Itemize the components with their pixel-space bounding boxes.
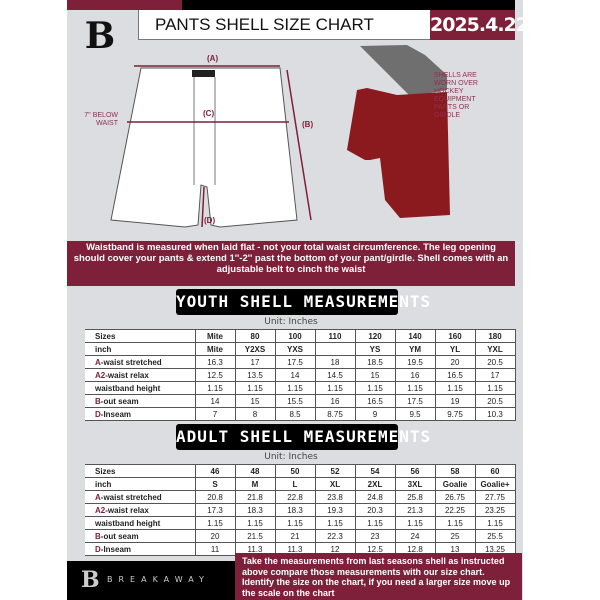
table-cell: 120 [355,330,395,343]
table-cell: 19 [435,395,475,408]
table-cell: Goalie+ [475,478,515,491]
table-cell: 20 [435,356,475,369]
table-cell: 1.15 [275,382,315,395]
table-cell: 22.25 [435,504,475,517]
table-cell: 1.15 [395,382,435,395]
table-cell: 12.5 [195,369,235,382]
table-cell: 3XL [395,478,435,491]
brand-logo: B [84,15,116,57]
page-title: PANTS SHELL SIZE CHART [138,10,431,40]
table-cell: YL [435,343,475,356]
table-cell: 20.8 [195,491,235,504]
table-cell: 21.8 [235,491,275,504]
table-cell: 22.3 [315,530,355,543]
measure-letter: D [95,544,101,554]
row-label: Sizes [85,330,195,343]
table-cell: YXL [475,343,515,356]
row-label: D-Inseam [85,408,195,421]
table-cell: 1.15 [315,517,355,530]
row-label: A2-waist relax [85,369,195,382]
table-cell: 20.5 [475,356,515,369]
table-row [85,343,515,356]
table-cell: 56 [395,465,435,478]
pants-outline [111,68,297,227]
table-cell [315,343,355,356]
footer-instructions: Take the measurements from last seasons shell as instructed above compare those measurements with our size chart. Identify the size on the chart, if you need a larger size move up the scale on the chart [235,553,522,600]
row-label: A-waist stretched [85,356,195,369]
table-cell: 13 [435,543,475,556]
table-cell: 16.3 [195,356,235,369]
table-cell: 14 [195,395,235,408]
row-label: A-waist stretched [85,491,195,504]
table-cell: 50 [275,465,315,478]
table-cell: 8.75 [315,408,355,421]
label-a: (A) [207,54,219,63]
table-cell: 22.8 [275,491,315,504]
table-cell: 20.3 [355,504,395,517]
top-bar [182,0,515,10]
table-cell: 52 [315,465,355,478]
row-label: inch [85,343,195,356]
table-cell: 15.5 [275,395,315,408]
table-cell: 1.15 [475,517,515,530]
table-cell: 18.3 [275,504,315,517]
table-cell: 1.15 [195,517,235,530]
table-cell: 18.3 [235,504,275,517]
adult-section-title: ADULT SHELL MEASUREMENTS [176,424,398,450]
row-label: B-out seam [85,530,195,543]
table-cell: Y2XS [235,343,275,356]
footer-logo-icon: B [81,567,100,593]
table-cell: XL [315,478,355,491]
table-cell: 25 [435,530,475,543]
adult-size-table [85,464,516,556]
table-cell: 1.15 [435,517,475,530]
table-cell: 1.15 [235,517,275,530]
table-cell: Mite [195,343,235,356]
shell-note: SHELLS ARE WORN OVER HOCKEY EQUIPMENT PANTS OR GIRDLE [434,72,478,119]
table-cell: 1.15 [475,382,515,395]
table-cell: 17 [235,356,275,369]
measure-letter: A2 [95,505,106,515]
table-cell: 180 [475,330,515,343]
table-cell: 16.5 [435,369,475,382]
table-cell: 13.5 [235,369,275,382]
date-badge: 2025.4.22 [430,10,515,40]
table-cell: S [195,478,235,491]
table-cell: 1.15 [235,382,275,395]
table-cell: 14.5 [315,369,355,382]
table-cell: 140 [395,330,435,343]
table-cell: 26.75 [435,491,475,504]
row-label: D-Inseam [85,543,195,556]
table-cell: 48 [235,465,275,478]
table-cell: 13.25 [475,543,515,556]
table-row [85,356,515,369]
table-cell: 1.15 [355,517,395,530]
table-cell: YM [395,343,435,356]
table-cell: 23.25 [475,504,515,517]
table-cell: L [275,478,315,491]
adult-unit: Unit: Inches [264,452,318,462]
table-cell: 110 [315,330,355,343]
belt-buckle [192,70,215,77]
table-row [85,408,515,421]
row-label: Sizes [85,465,195,478]
measure-letter: A [95,492,101,502]
table-cell: 1.15 [195,382,235,395]
table-row [85,369,515,382]
row-label: inch [85,478,195,491]
table-cell: 12 [315,543,355,556]
table-cell: 23 [355,530,395,543]
youth-section-title: YOUTH SHELL MEASUREMENTS [176,289,398,315]
table-row [85,491,515,504]
table-cell: 54 [355,465,395,478]
table-cell: 11.3 [275,543,315,556]
label-d: (D) [204,216,216,225]
table-row [85,530,515,543]
row-label: waistband height [85,382,195,395]
table-cell: 11 [195,543,235,556]
measure-letter: B [95,396,101,406]
table-cell: Goalie [435,478,475,491]
footer-brand-name: BREAKAWAY [107,575,210,584]
measure-letter: A [95,357,101,367]
table-cell: 21.5 [235,530,275,543]
table-cell: 21.3 [395,504,435,517]
table-cell: 19.5 [395,356,435,369]
table-cell: 25.5 [475,530,515,543]
table-cell: 10.3 [475,408,515,421]
table-cell: 23.8 [315,491,355,504]
table-cell: 15 [355,369,395,382]
table-cell: 100 [275,330,315,343]
measure-letter: D [95,409,101,419]
table-row [85,330,515,343]
table-cell: 160 [435,330,475,343]
table-cell: 17 [475,369,515,382]
row-label: B-out seam [85,395,195,408]
table-cell: 18.5 [355,356,395,369]
youth-unit: Unit: Inches [264,317,318,327]
table-cell: 1.15 [275,517,315,530]
table-cell: 17.5 [395,395,435,408]
table-cell: 1.15 [435,382,475,395]
footer-brand [67,561,235,600]
row-label: waistband height [85,517,195,530]
row-label: A2-waist relax [85,504,195,517]
table-cell: 17.3 [195,504,235,517]
table-cell: 21 [275,530,315,543]
below-waist-note: 7'' BELOW WAIST [84,112,118,127]
table-cell: 20.5 [475,395,515,408]
table-cell: 2XL [355,478,395,491]
table-cell: 24 [395,530,435,543]
table-cell: 1.15 [355,382,395,395]
youth-size-table [85,329,516,421]
table-cell: 11.3 [235,543,275,556]
top-bar-accent [67,0,182,10]
table-cell: 80 [235,330,275,343]
table-cell: 8.5 [275,408,315,421]
table-cell: 15 [235,395,275,408]
table-cell: M [235,478,275,491]
table-cell: YS [355,343,395,356]
table-cell: 20 [195,530,235,543]
table-cell: 24.8 [355,491,395,504]
table-row [85,504,515,517]
table-cell: 1.15 [315,382,355,395]
label-b: (B) [302,120,314,129]
table-cell: 46 [195,465,235,478]
table-cell: 18 [315,356,355,369]
table-row [85,478,515,491]
table-cell: 58 [435,465,475,478]
table-cell: 25.8 [395,491,435,504]
table-cell: 12.5 [355,543,395,556]
table-cell: 1.15 [395,517,435,530]
label-c: (C) [203,109,215,118]
table-cell: 12.8 [395,543,435,556]
table-cell: 17.5 [275,356,315,369]
table-cell: 9.75 [435,408,475,421]
table-cell: 19.3 [315,504,355,517]
table-cell: 16 [395,369,435,382]
table-row [85,382,515,395]
table-cell: 16.5 [355,395,395,408]
pants-diagram [67,40,523,240]
table-cell: 14 [275,369,315,382]
table-cell: 60 [475,465,515,478]
measuring-instructions: Waistband is measured when laid flat - not your total waist circumference. The leg opening should cover your pants & extend 1''-2'' past the bottom of your pant/girdle. Shell comes with an adjustable belt to cinch the waist [67,241,515,286]
table-cell: 9.5 [395,408,435,421]
measure-letter: B [95,531,101,541]
table-cell: 7 [195,408,235,421]
table-row [85,465,515,478]
table-row [85,517,515,530]
table-cell: 9 [355,408,395,421]
table-cell: 8 [235,408,275,421]
table-cell: YXS [275,343,315,356]
table-cell: 27.75 [475,491,515,504]
table-row [85,395,515,408]
table-cell: Mite [195,330,235,343]
measure-letter: A2 [95,370,106,380]
table-cell: 16 [315,395,355,408]
